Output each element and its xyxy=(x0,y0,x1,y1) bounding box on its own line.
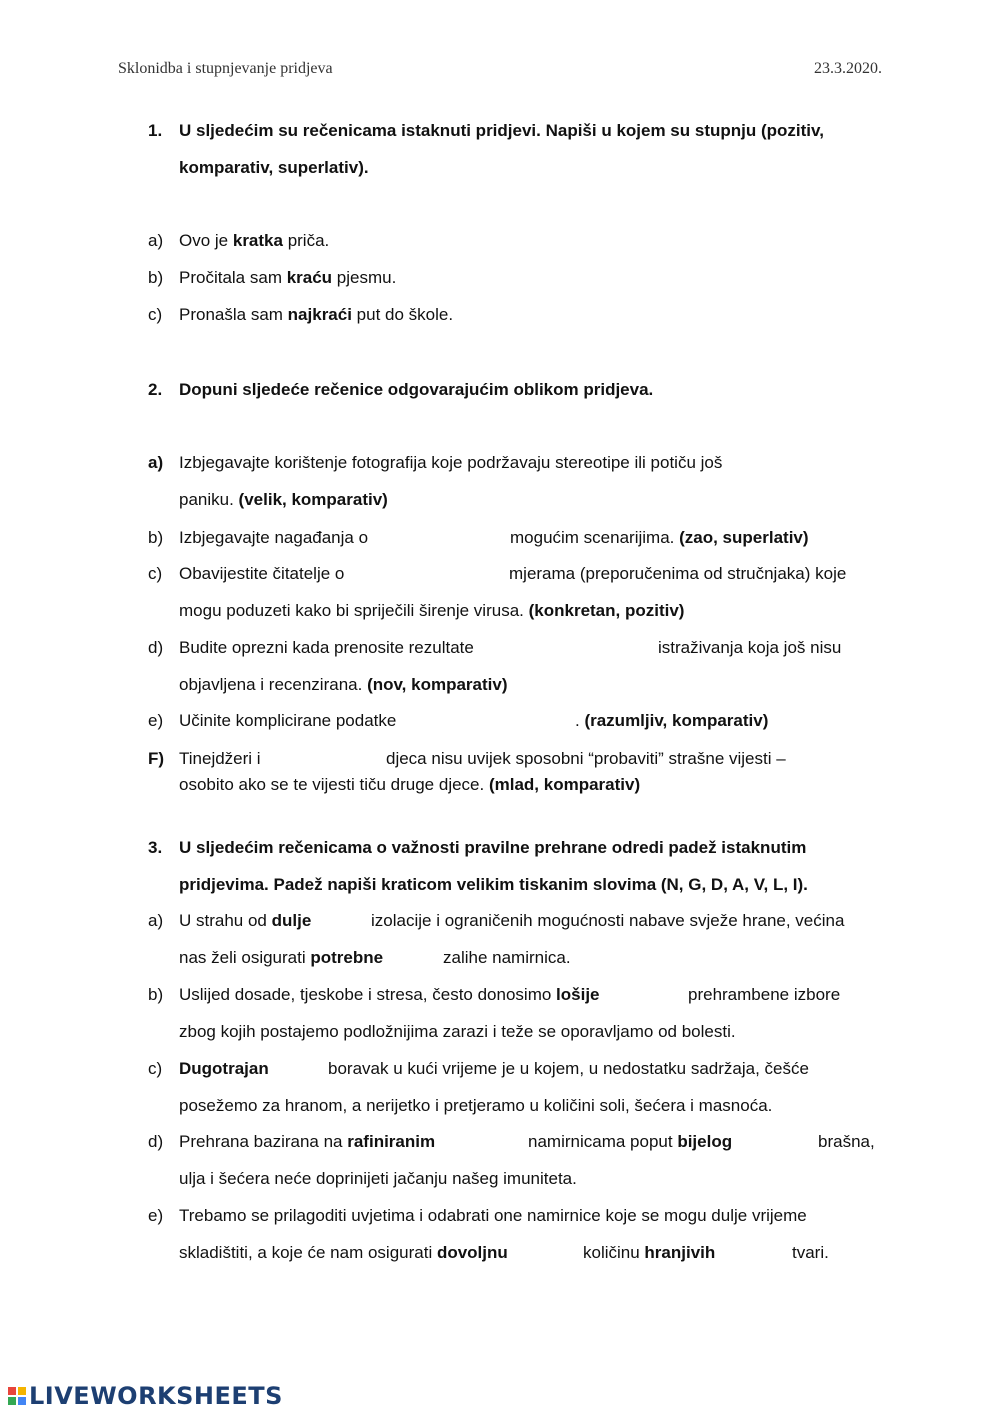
q1-item-a: a) Ovo je kratka priča. xyxy=(148,231,330,250)
q2-item-d-line2: objavljena i recenzirana. (nov, komparativ) xyxy=(179,675,508,694)
liveworksheets-logo[interactable] xyxy=(8,1381,283,1411)
q3-item-a-line1: a) U strahu od dulje izolacije i ograničenih mogućnosti nabave svježe hrane, većina xyxy=(148,911,845,930)
q1-number: 1. xyxy=(148,121,163,140)
q1-item-c: c) Pronašla sam najkraći put do škole. xyxy=(148,305,454,324)
q2-item-e: e) Učinite komplicirane podatke . (razumljiv, komparativ) xyxy=(148,711,769,730)
q3-item-b-line1: b) Uslijed dosade, tjeskobe i stresa, često donosimo lošije prehrambene izbore xyxy=(148,985,841,1004)
q2-item-c-line2: mogu poduzeti kako bi spriječili širenje virusa. (konkretan, pozitiv) xyxy=(179,601,685,620)
document-date: 23.3.2020. xyxy=(814,60,882,77)
q3-item-e-line1: e) Trebamo se prilagoditi uvjetima i odabrati one namirnice koje se mogu dulje vrijeme xyxy=(148,1206,807,1225)
q2-number: 2. xyxy=(148,380,163,399)
logo-square xyxy=(18,1397,26,1405)
logo-square xyxy=(8,1387,16,1395)
q3-item-b-line2: zbog kojih postajemo podložnijima zarazi i teže se oporavljamo od bolesti. xyxy=(179,1022,736,1041)
q3-item-e-line2: skladištiti, a koje će nam osigurati dovoljnu količinu hranjivih tvari. xyxy=(179,1243,829,1262)
q3-item-c-line2: posežemo za hranom, a nerijetko i pretjeramo u količini soli, šećera i masnoća. xyxy=(179,1096,773,1115)
document-title: Sklonidba i stupnjevanje pridjeva xyxy=(118,60,333,77)
q3-item-c-line1: c) Dugotrajan boravak u kući vrijeme je u kojem, u nedostatku sadržaja, češće xyxy=(148,1059,809,1078)
q1-heading-line2: komparativ, superlativ). xyxy=(179,158,369,177)
q2-item-c-line1: c) Obavijestite čitatelje o mjerama (preporučenima od stručnjaka) koje xyxy=(148,564,847,583)
q1-heading-line1: 1. U sljedećim su rečenicama istaknuti pridjevi. Napiši u kojem su stupnju (pozitiv, xyxy=(0,119,1000,143)
q2-item-f-line1: F) Tinejdžeri i djeca nisu uvijek sposobni “probaviti” strašne vijesti – xyxy=(148,749,786,768)
q2-item-a-line2: paniku. (velik, komparativ) xyxy=(179,490,388,509)
q3-item-d-line2: ulja i šećera neće doprinijeti jačanju našeg imuniteta. xyxy=(179,1169,577,1188)
q3-number: 3. xyxy=(148,838,163,857)
q3-heading-line2: pridjevima. Padež napiši kraticom velikim tiskanim slovima (N, G, D, A, V, L, I). xyxy=(179,875,808,894)
logo-squares-icon xyxy=(8,1387,26,1405)
q2-item-a-line1: a) Izbjegavajte korištenje fotografija koje podržavaju stereotipe ili potiču još xyxy=(148,453,723,472)
logo-square xyxy=(8,1397,16,1405)
q2-heading: 2. Dopuni sljedeće rečenice odgovarajućim oblikom pridjeva. xyxy=(0,378,1000,402)
q3-heading-line1: 3. U sljedećim rečenicama o važnosti pravilne prehrane odredi padež istaknutim xyxy=(0,836,1000,860)
logo-square xyxy=(18,1387,26,1395)
q3-item-d-line1: d) Prehrana bazirana na rafiniranim namirnicama poput bijelog brašna, xyxy=(148,1132,875,1151)
q1-item-b: b) Pročitala sam kraću pjesmu. xyxy=(148,268,397,287)
q2-item-d-line1: d) Budite oprezni kada prenosite rezultate istraživanja koja još nisu xyxy=(148,638,842,657)
q2-item-f-line2: osobito ako se te vijesti tiču druge djece. (mlad, komparativ) xyxy=(179,775,641,794)
logo-text: LIVEWORKSHEETS xyxy=(29,1382,283,1410)
q2-item-b: b) Izbjegavajte nagađanja o mogućim scenarijima. (zao, superlativ) xyxy=(148,528,809,547)
q3-item-a-line2: nas želi osigurati potrebne zalihe namirnica. xyxy=(179,948,571,967)
